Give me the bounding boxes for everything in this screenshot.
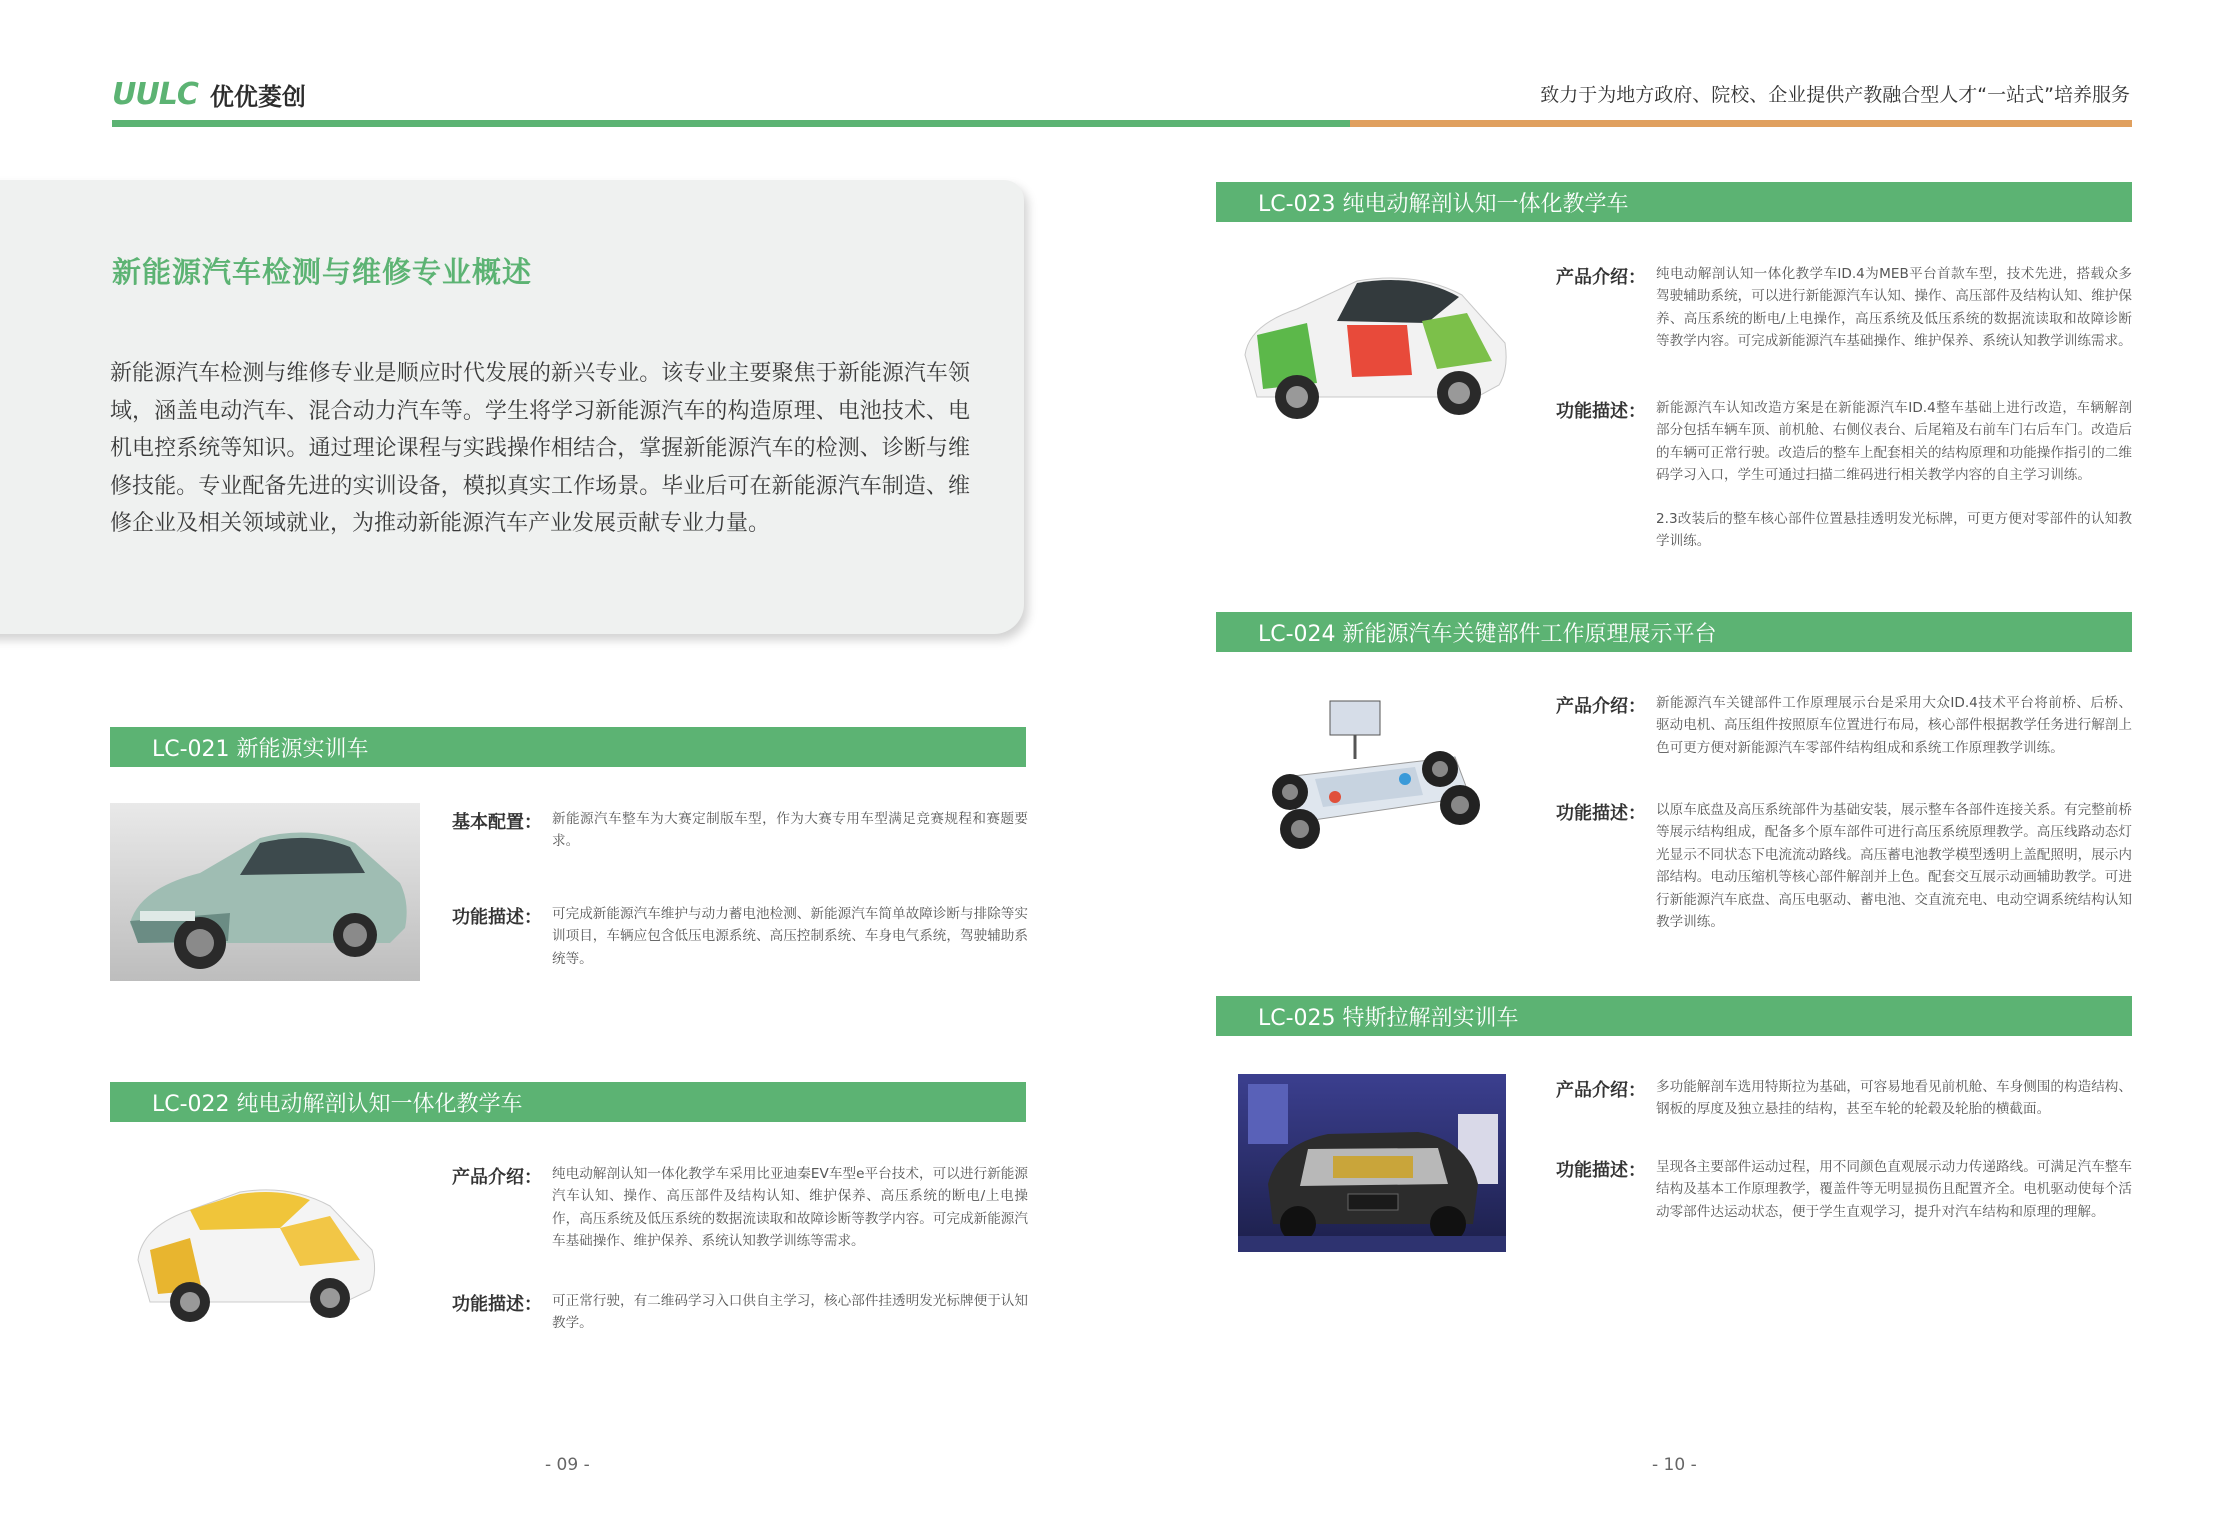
- lc023-label-1: 产品介绍：: [1556, 267, 1646, 288]
- lc024-label-1: 产品介绍：: [1556, 696, 1646, 717]
- lc022-text-2: 可正常行驶，有二维码学习入口供自主学习，核心部件挂透明发光标牌便于认知教学。: [552, 1293, 1028, 1332]
- lc025-text-2: 呈现各主要部件运动过程，用不同颜色直观展示动力传递路线。可满足汽车整车结构及基本工作原理教学，覆盖件等无明显损伤且配置齐全。电机驱动使每个活动零部件达运动状态，便于学生直观学习，提升对汽车结构和原理的理解。: [1656, 1159, 2132, 1220]
- overview-title: 新能源汽车检测与维修专业概述: [112, 255, 533, 289]
- lc025-label-2: 功能描述：: [1556, 1160, 1646, 1181]
- logo-text: 优优菱创: [209, 82, 306, 111]
- product-image-lc025: [1238, 1074, 1506, 1252]
- section-header-lc021: LC-021 新能源实训车: [110, 727, 1026, 767]
- logo-mark: UULC: [112, 76, 198, 112]
- lc022-label-1: 产品介绍：: [452, 1167, 542, 1188]
- overview-body: 新能源汽车检测与维修专业是顺应时代发展的新兴专业。该专业主要聚焦于新能源汽车领域，涵盖电动汽车、混合动力汽车等。学生将学习新能源汽车的构造原理、电池技术、电机电控系统等知识。通过理论课程与实践操作相结合，掌握新能源汽车的检测、诊断与维修技能。专业配备先进的实训设备，模拟真实工作场景。毕业后可在新能源汽车制造、维修企业及相关领域就业，为推动新能源汽车产业发展贡献专业力量。: [110, 361, 970, 536]
- product-image-lc023: [1237, 265, 1513, 425]
- lc023-text-1: 纯电动解剖认知一体化教学车ID.4为MEB平台首款车型，技术先进，搭载众多驾驶辅助系统，可以进行新能源汽车认知、操作、高压部件及结构认知、维护保养、高压系统的断电/上电操作，高压系统及低压系统的数据流读取和故障诊断等教学内容。可完成新能源汽车基础操作、维护保养、系统认知教学训练需求。: [1656, 266, 2132, 350]
- lc025-label-1: 产品介绍：: [1556, 1080, 1646, 1101]
- header-rule-orange: [1350, 120, 2132, 127]
- lc024-text-2: 以原车底盘及高压系统部件为基础安装，展示整车各部件连接关系。有完整前桥等展示结构组成，配备多个原车部件可进行高压系统原理教学。高压线路动态灯光显示不同状态下电流流动路线。高压蓄电池教学模型透明上盖配照明，展示内部结构。电动压缩机等核心部件解剖并上色。配套交互展示动画辅助教学。可进行新能源汽车底盘、高压电驱动、蓄电池、交直流充电、电动空调系统结构认知教学训练。: [1656, 802, 2132, 931]
- product-image-lc024: [1255, 697, 1490, 855]
- lc023-text-2: 新能源汽车认知改造方案是在新能源汽车ID.4整车基础上进行改造，车辆解剖部分包括车辆车顶、前机舱、右侧仪表台、后尾箱及右前车门右后车门。改造后的车辆可正常行驶。改造后的整车上配套相关的结构原理和功能操作指引的二维码学习入口，学生可通过扫描二维码进行相关教学内容的自主学习训练。: [1656, 400, 2132, 484]
- product-image-lc022: [130, 1180, 380, 1330]
- section-header-lc022: LC-022 纯电动解剖认知一体化教学车: [110, 1082, 1026, 1122]
- lc025-text-1: 多功能解剖车选用特斯拉为基础，可容易地看见前机舱、车身侧围的构造结构、钢板的厚度及独立悬挂的结构，甚至车轮的轮毂及轮胎的横截面。: [1656, 1079, 2132, 1118]
- section-header-lc025: LC-025 特斯拉解剖实训车: [1216, 996, 2132, 1036]
- page-number-right: - 10 -: [1652, 1455, 1697, 1475]
- lc022-text-1: 纯电动解剖认知一体化教学车采用比亚迪秦EV车型e平台技术，可以进行新能源汽车认知、操作、高压部件及结构认知、维护保养、高压系统的断电/上电操作，高压系统及低压系统的数据流读取和故障诊断等教学内容。可完成新能源汽车基础操作、维护保养、系统认知教学训练等需求。: [552, 1166, 1028, 1250]
- lc022-label-2: 功能描述：: [452, 1294, 542, 1315]
- lc021-label-2: 功能描述：: [452, 907, 542, 928]
- section-header-lc024: LC-024 新能源汽车关键部件工作原理展示平台: [1216, 612, 2132, 652]
- lc024-text-1: 新能源汽车关键部件工作原理展示台是采用大众ID.4技术平台将前桥、后桥、驱动电机、高压组件按照原车位置进行布局，核心部件根据教学任务进行解剖上色可更方便对新能源汽车零部件结构组成和系统工作原理教学训练。: [1656, 695, 2132, 756]
- header-rule-green: [112, 120, 1350, 127]
- product-image-lc021: [110, 803, 420, 981]
- page-number-left: - 09 -: [545, 1455, 590, 1475]
- lc021-text-2: 可完成新能源汽车维护与动力蓄电池检测、新能源汽车简单故障诊断与排除等实训项目，车辆应包含低压电源系统、高压控制系统、车身电气系统，驾驶辅助系统等。: [552, 906, 1028, 967]
- lc024-label-2: 功能描述：: [1556, 803, 1646, 824]
- section-header-lc023: LC-023 纯电动解剖认知一体化教学车: [1216, 182, 2132, 222]
- brand-logo: [112, 76, 306, 112]
- header-slogan: 致力于为地方政府、院校、企业提供产教融合型人才“一站式”培养服务: [1540, 84, 2130, 106]
- lc023-text-3: 2.3改装后的整车核心部件位置悬挂透明发光标牌，可更方便对零部件的认知教学训练。: [1656, 511, 2132, 550]
- lc021-label-1: 基本配置：: [452, 812, 542, 833]
- lc021-text-1: 新能源汽车整车为大赛定制版车型，作为大赛专用车型满足竞赛规程和赛题要求。: [552, 811, 1028, 850]
- lc023-label-2: 功能描述：: [1556, 401, 1646, 422]
